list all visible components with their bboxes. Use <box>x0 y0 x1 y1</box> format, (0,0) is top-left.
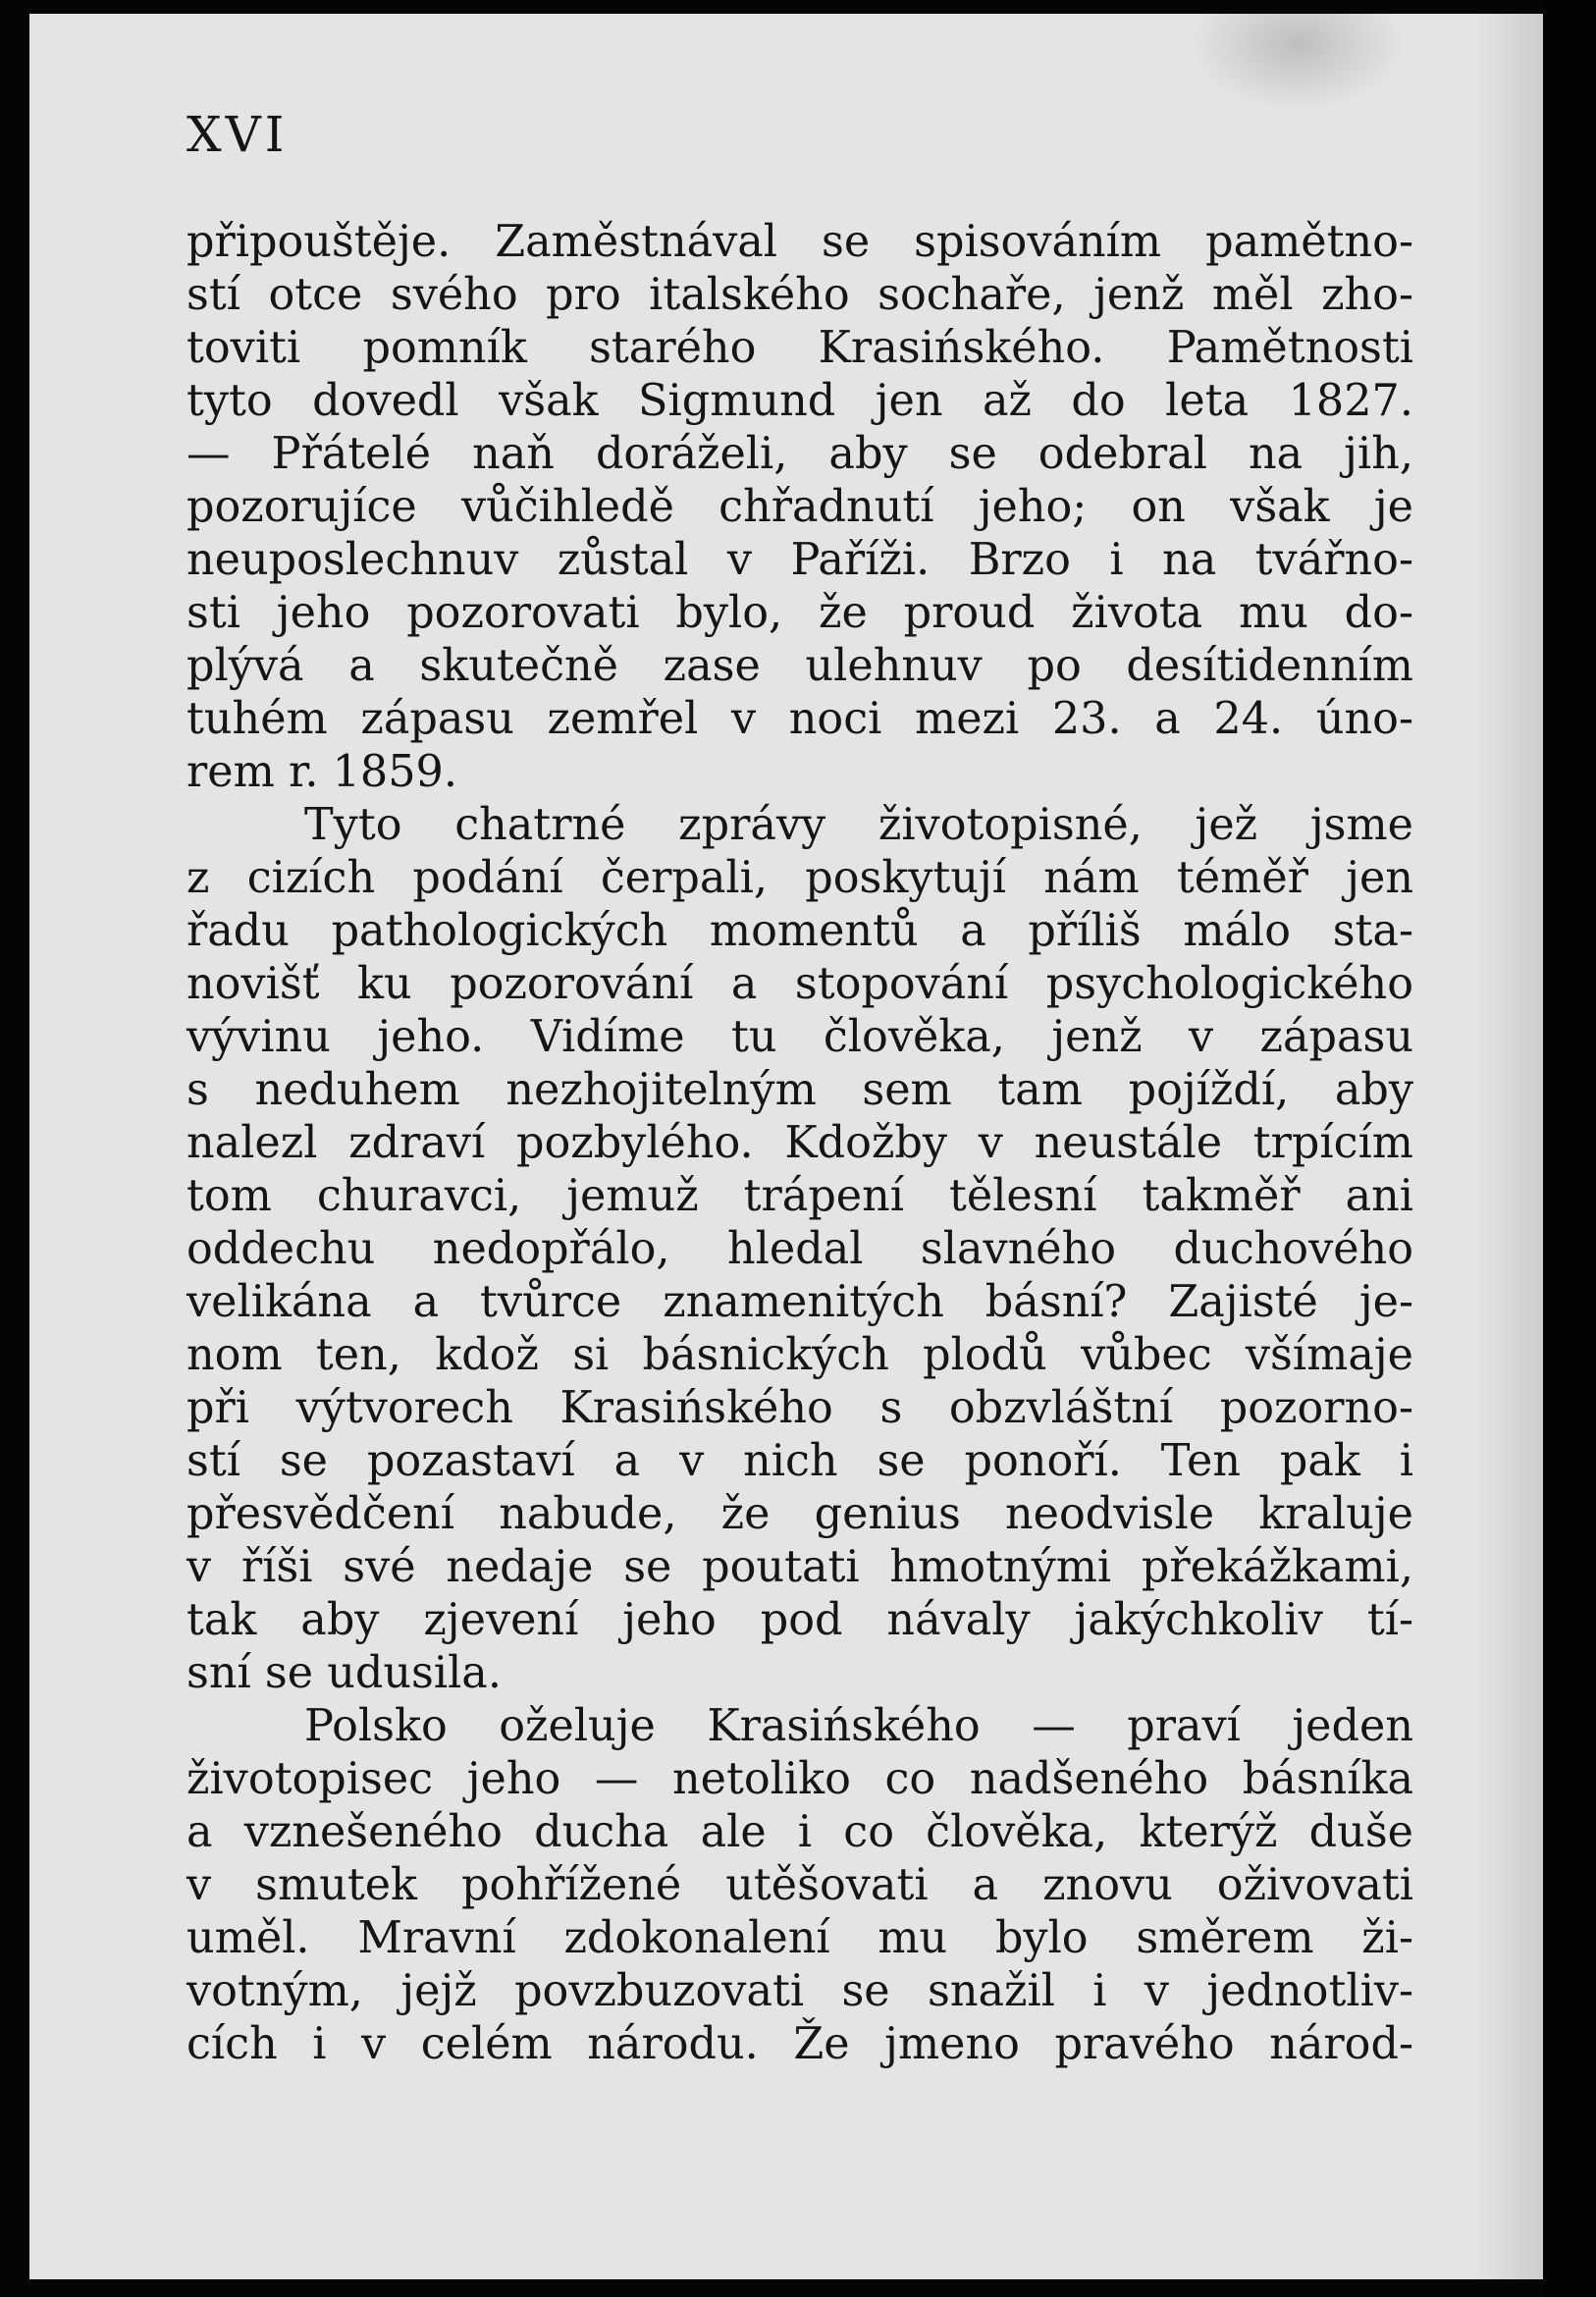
text-line: sní se udusila. <box>186 1648 502 1698</box>
text-line: votným, jejž povzbuzovati se snažil i v jednotliv- <box>186 1966 1413 2016</box>
scan-border <box>1543 0 1596 2297</box>
text-line: tuhém zápasu zemřel v noci mezi 23. a 24. úno- <box>186 694 1413 744</box>
text-line: neuposlechnuv zůstal v Paříži. Brzo i na tvářno- <box>186 535 1413 585</box>
text-line: životopisec jeho — netoliko co nadšeného básníka <box>186 1754 1413 1804</box>
page-edge-shadow <box>1474 14 1543 2279</box>
text-line: s neduhem nezhojitelným sem tam pojíždí, aby <box>186 1065 1413 1115</box>
text-line: toviti pomník starého Krasińského. Pamětnosti <box>186 323 1413 373</box>
text-line: tom churavci, jemuž trápení tělesní takměř ani <box>186 1171 1413 1221</box>
text-line: novišť ku pozorování a stopování psychologického <box>186 959 1413 1009</box>
page-number: XVI <box>186 106 289 163</box>
paragraph-start: Polsko oželuje Krasińského — praví jeden <box>304 1701 1413 1751</box>
body-text <box>186 216 1413 2071</box>
text-line: rem r. 1859. <box>186 747 458 797</box>
text-line: stí se pozastaví a v nich se ponoří. Ten pak i <box>186 1436 1413 1486</box>
text-line: v smutek pohřížené utěšovati a znovu oživovati <box>186 1860 1413 1910</box>
text-line: a vznešeného ducha ale i co člověka, kterýž duše <box>186 1807 1413 1857</box>
text-line: tak aby zjevení jeho pod návaly jakýchkoliv tí- <box>186 1595 1413 1645</box>
text-line: vývinu jeho. Vidíme tu člověka, jenž v zápasu <box>186 1012 1413 1062</box>
text-line: — Přátelé naň doráželi, aby se odebral na jih, <box>186 429 1413 479</box>
text-line: při výtvorech Krasińského s obzvláštní pozorno- <box>186 1383 1413 1433</box>
text-line: přesvědčení nabude, že genius neodvisle kraluje <box>186 1489 1413 1539</box>
text-line: z cizích podání čerpali, poskytují nám téměř jen <box>186 853 1413 903</box>
text-line: nom ten, kdož si básnických plodů vůbec všímaje <box>186 1330 1413 1380</box>
text-line: tyto dovedl však Sigmund jen až do leta 1827. <box>186 376 1413 426</box>
text-line: plývá a skutečně zase ulehnuv po desítidenním <box>186 641 1413 691</box>
paragraph-start: Tyto chatrné zprávy životopisné, jež jsme <box>304 800 1413 850</box>
text-line: cích i v celém národu. Že jmeno pravého národ- <box>186 2019 1413 2069</box>
text-line: nalezl zdraví pozbylého. Kdožby v neustále trpícím <box>186 1118 1413 1168</box>
text-line: uměl. Mravní zdokonalení mu bylo směrem ži- <box>186 1913 1413 1963</box>
text-line: stí otce svého pro italského sochaře, jenž měl zho- <box>186 270 1413 320</box>
text-line: pozorujíce vůčihledě chřadnutí jeho; on však je <box>186 482 1413 532</box>
text-line: velikána a tvůrce znamenitých básní? Zajisté je- <box>186 1277 1413 1327</box>
text-line: sti jeho pozorovati bylo, že proud života mu do- <box>186 588 1413 638</box>
text-line: připouštěje. Zaměstnával se spisováním pamětno- <box>186 217 1413 267</box>
paper-stain <box>1190 14 1406 112</box>
text-line: v říši své nedaje se poutati hmotnými překážkami, <box>186 1542 1413 1592</box>
text-line: oddechu nedopřálo, hledal slavného duchového <box>186 1224 1413 1274</box>
text-line: řadu pathologických momentů a příliš málo sta- <box>186 906 1413 956</box>
